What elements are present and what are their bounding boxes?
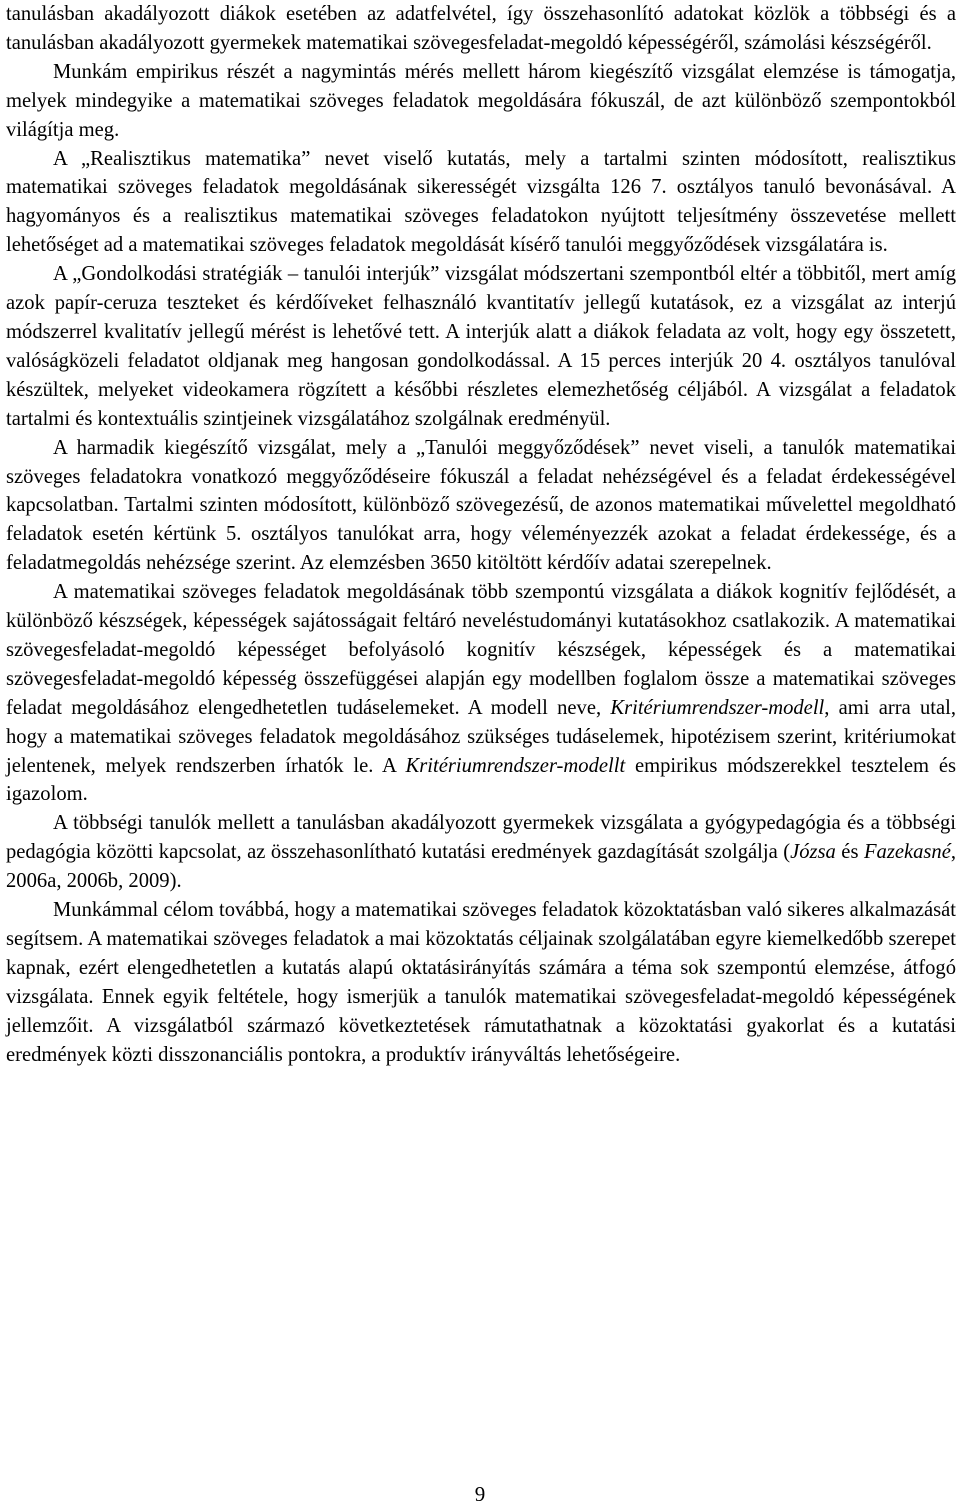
paragraph — [6, 58, 956, 145]
paragraph-text: és — [835, 841, 864, 864]
paragraph-text: A matematikai szöveges feladatok megoldásának több szempontú vizsgálata a diákok kognitív fejlődését, a különböző készségek, képességek sajátosságait feltáró neveléstudományi kutatásokhoz csatlakozik. A matematikai szövegesfeladat-megoldó képességet befolyásoló kognitív készségek, képességek és a matematikai szövegesfeladat-megoldó képesség összefüggései alapján egy modellben foglalom össze a matematikai szöveges feladat megoldásához elengedhetetlen tudáselemeket. A modell neve, — [6, 581, 956, 719]
paragraph — [6, 578, 956, 809]
paragraph — [6, 434, 956, 579]
page-number: 9 — [474, 1482, 486, 1506]
paragraph-text: Munkámmal célom továbbá, hogy a matematikai szöveges feladatok közoktatásban való sikeres alkalmazását segítsem. A matematikai szöveges feladatok a mai közoktatás céljainak szolgálatában egyre kiemelkedőbb szerepet kapnak, ezért elengedhetetlen a kutatás alapú oktatásirányítás számára a téma sok szempontú elemzése, átfogó vizsgálata. Ennek egyik feltétele, hogy ismerjük a tanulók matematikai szövegesfeladat-megoldó képességének jellemzőit. A vizsgálatból származó következtetések rámutathatnak a közoktatási gyakorlat és a kutatási eredmények közti disszonanciális pontokra, a produktív irányváltás lehetőségeire. — [6, 899, 956, 1066]
document-page — [6, 0, 956, 1070]
paragraph — [6, 0, 956, 58]
paragraph-text: , ami arra utal, hogy a matematikai szöveges feladatok megoldásához szükséges tudáselemek, hipotézisem szerint, kritériumokat jelentenek, melyek rendszerben írhatók le. A — [6, 696, 956, 777]
italic-text: Kritériumrendszer-modell — [610, 696, 825, 719]
paragraph — [6, 896, 956, 1069]
body-text — [6, 0, 956, 1070]
italic-text: Kritériumrendszer-modellt — [405, 754, 626, 777]
paragraph-text: Munkám empirikus részét a nagymintás mérés mellett három kiegészítő vizsgálat elemzése is támogatja, melyek mindegyike a matematikai szöveges feladatok megoldására fókuszál, de azt különböző szempontokból világítja meg. — [6, 60, 956, 141]
paragraph-text: A többségi tanulók mellett a tanulásban akadályozott gyermekek vizsgálata a gyógypedagógia és a többségi pedagógia közötti kapcsolat, az összehasonlítható kutatási eredmények gazdagítását szolgálja ( — [6, 812, 956, 864]
paragraph-text: empirikus módszerekkel tesztelem és igazolom. — [6, 754, 956, 806]
paragraph — [6, 145, 956, 261]
italic-text: Fazekasné — [863, 841, 951, 864]
italic-text: Józsa — [790, 841, 836, 864]
paragraph-text: A harmadik kiegészítő vizsgálat, mely a „Tanulói meggyőződések” nevet viseli, a tanulók matematikai szöveges feladatokra vonatkozó meggyőződéseire fókuszál a feladat nehézségével és a feladat érdekességével kapcsolatban. Tartalmi szinten módosított, különböző szövegezésű, de azonos matematikai művelettel megoldható feladatok esetén kértünk 5. osztályos tanulókat arra, hogy véleményezzék azokat a feladat érdekessége, és a feladatmegoldás nehézsége szerint. Az elemzésben 3650 kitöltött kérdőív adatai szerepelnek. — [6, 436, 956, 575]
paragraph-text: , 2006a, 2006b, 2009). — [6, 841, 957, 893]
paragraph-text: tanulásban akadályozott diákok esetében az adatfelvétel, így összehasonlító adatokat közlök a többségi és a tanulásban akadályozott gyermekek matematikai szövegesfeladat-megoldó képességéről, számolási készségéről. — [6, 3, 956, 54]
paragraph-text: A „Gondolkodási stratégiák – tanulói interjúk” vizsgálat módszertani szempontból eltér a többitől, mert amíg azok papír-ceruza teszteket és kérdőíveket felhasználó kvantitatív jellegű kutatások, ez a vizsgálat az interjú módszerrel kvalitatív jellegű mérést is lehetővé tett. A interjúk alatt a diákok feladata az volt, hogy egy összetett, valóságközeli feladatot oldjanak meg hangosan gondolkodással. A 15 perces interjúk 20 4. osztályos tanulóval készültek, melyeket videokamera rögzített a későbbi részletes elemezhetőség céljából. A vizsgálat a feladatok tartalmi és kontextuális szintjeinek vizsgálatához szolgálnak eredményül. — [6, 263, 956, 430]
paragraph — [6, 260, 956, 433]
paragraph-text: A „Realisztikus matematika” nevet viselő kutatás, mely a tartalmi szinten módosított, realisztikus matematikai szöveges feladatok megoldásának sikerességét vizsgálta 126 7. osztályos tanuló bevonásával. A hagyományos és a realisztikus matematikai szöveges feladatokon nyújtott teljesítmény összevetése mellett lehetőséget ad a matematikai szöveges feladatok megoldását kísérő tanulói meggyőződések vizsgálatára is. — [6, 147, 956, 257]
paragraph — [6, 809, 956, 896]
